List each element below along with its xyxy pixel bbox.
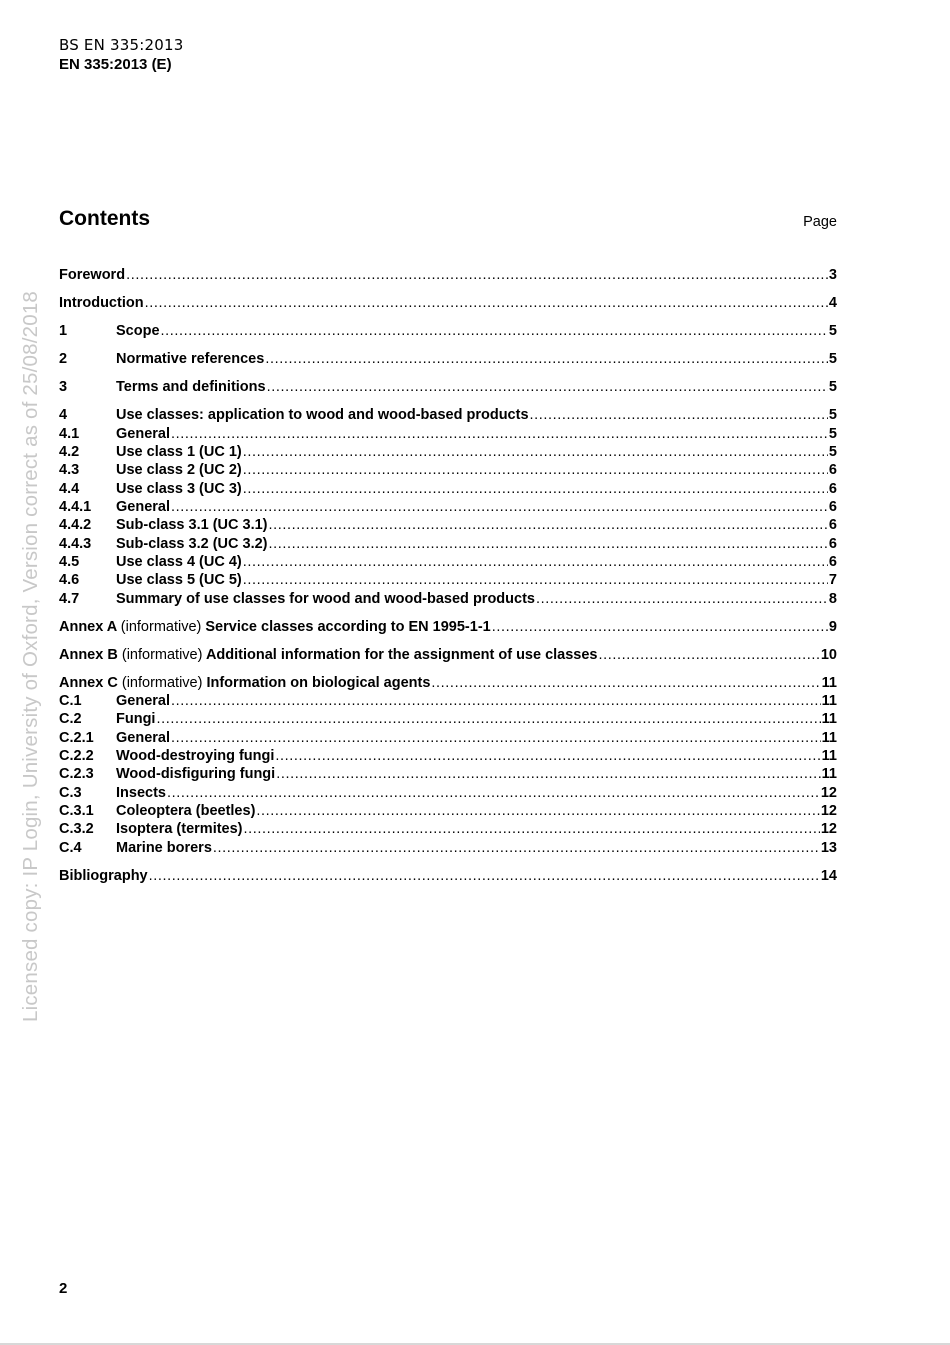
toc-entry[interactable] (59, 692, 837, 710)
toc-entry-number: 1 (59, 323, 68, 340)
toc-entry-title: General (116, 498, 170, 515)
toc-entry-page: 9 (828, 618, 837, 635)
toc-entry[interactable] (59, 710, 837, 728)
toc-entry-number: C.2.1 (59, 729, 94, 746)
dot-leader (171, 729, 821, 747)
toc-entry-page: 11 (821, 674, 837, 691)
toc-entry-number: C.2.2 (59, 748, 94, 765)
toc-entry-number: C.2 (59, 711, 82, 728)
dot-leader (256, 802, 819, 820)
annex-title: Service classes according to EN 1995-1-1 (205, 618, 491, 635)
dot-leader (267, 378, 828, 396)
toc-entry-page: 6 (828, 535, 837, 552)
dot-leader (213, 839, 820, 857)
dot-leader (265, 350, 828, 368)
toc-entry-page: 11 (821, 711, 837, 728)
dot-leader (145, 294, 828, 312)
toc-entry-title: Use class 4 (UC 4) (116, 553, 242, 570)
annex-informative-label: (informative) (120, 618, 202, 635)
license-watermark: Licensed copy: IP Login, University of Oxford, Version correct as of 25/08/2018 (19, 290, 42, 1022)
toc-entry[interactable] (59, 802, 837, 820)
toc-entry-page: 6 (828, 553, 837, 570)
toc-entry-title: General (116, 729, 170, 746)
toc-entry-page: 14 (820, 867, 837, 884)
toc-entry-title (59, 646, 598, 664)
toc-entry[interactable] (59, 480, 837, 498)
toc-entry-page: 12 (820, 821, 837, 838)
dot-leader (269, 535, 828, 553)
toc-entry-title: Foreword (59, 267, 126, 283)
toc-entry-number: 4.4 (59, 480, 80, 497)
toc-entry-title: General (116, 693, 170, 710)
toc-entry-page: 5 (828, 407, 837, 424)
toc-entry[interactable] (59, 590, 837, 608)
toc-entry-page: 5 (828, 425, 837, 442)
toc-entry-page: 11 (821, 693, 837, 710)
table-of-contents (59, 266, 837, 885)
toc-entry[interactable] (59, 765, 837, 783)
dot-leader (492, 618, 828, 636)
toc-entry-page: 7 (828, 572, 837, 589)
dot-leader (276, 765, 820, 783)
dot-leader (126, 266, 828, 284)
toc-entry-title: Marine borers (116, 839, 212, 856)
toc-entry-title: Summary of use classes for wood and wood-based products (116, 590, 535, 607)
toc-entry-number: 4.4.2 (59, 517, 92, 534)
toc-entry-title: Introduction (59, 295, 144, 312)
toc-entry-number: 4.3 (59, 462, 80, 479)
annex-informative-label: (informative) (121, 646, 203, 663)
annex-label: Annex B (59, 646, 118, 663)
toc-entry-title: Normative references (116, 351, 265, 368)
toc-entry-page: 6 (828, 498, 837, 515)
toc-entry[interactable] (59, 571, 837, 589)
toc-entry-number: 4.6 (59, 572, 80, 589)
page-number: 2 (59, 1280, 68, 1297)
toc-entry-page: 6 (828, 480, 837, 497)
dot-leader (599, 646, 820, 664)
toc-entry-page: 12 (820, 803, 837, 820)
toc-entry[interactable] (59, 646, 837, 664)
toc-entry-page: 3 (828, 267, 837, 283)
toc-entry-page: 8 (828, 590, 837, 607)
dot-leader (536, 590, 828, 608)
toc-entry-title: Coleoptera (beetles) (116, 803, 256, 820)
toc-entry-page: 5 (828, 351, 837, 368)
toc-entry-page: 12 (820, 784, 837, 801)
toc-entry[interactable] (59, 443, 837, 461)
dot-leader (171, 692, 821, 710)
toc-entry-title: Use class 1 (UC 1) (116, 443, 242, 460)
toc-entry-title: Use class 2 (UC 2) (116, 462, 242, 479)
toc-entry-number: 3 (59, 379, 68, 396)
toc-entry-title: Sub-class 3.1 (UC 3.1) (116, 517, 268, 534)
toc-entry-title: Wood-disfiguring fungi (116, 766, 276, 783)
toc-entry-page: 5 (828, 379, 837, 396)
toc-entry-page: 11 (821, 729, 837, 746)
toc-entry-page: 11 (821, 766, 837, 783)
toc-entry[interactable] (59, 461, 837, 479)
toc-entry[interactable] (59, 867, 837, 885)
toc-entry-title: Use classes: application to wood and wood-based products (116, 407, 529, 424)
toc-entry-title: Fungi (116, 711, 156, 728)
toc-entry[interactable] (59, 747, 837, 765)
toc-entry[interactable] (59, 425, 837, 443)
toc-entry[interactable] (59, 729, 837, 747)
toc-entry-title: Sub-class 3.2 (UC 3.2) (116, 535, 268, 552)
dot-leader (243, 571, 828, 589)
toc-entry-title: Insects (116, 784, 166, 801)
toc-entry-page: 5 (828, 323, 837, 340)
toc-entry[interactable] (59, 553, 837, 571)
toc-entry-number: C.3.2 (59, 821, 94, 838)
toc-entry-number: 4.5 (59, 553, 80, 570)
dot-leader (171, 425, 828, 443)
dot-leader (243, 461, 828, 479)
dot-leader (243, 553, 828, 571)
dot-leader (243, 443, 828, 461)
standard-designation-en: EN 335:2013 (E) (59, 56, 172, 73)
toc-entry[interactable] (59, 498, 837, 516)
dot-leader (530, 406, 828, 424)
toc-entry[interactable] (59, 516, 837, 534)
toc-entry[interactable] (59, 618, 837, 636)
toc-entry[interactable] (59, 406, 837, 424)
toc-entry-title: Terms and definitions (116, 379, 266, 396)
annex-label: Annex C (59, 674, 118, 691)
standard-designation: BS EN 335:2013 (59, 36, 184, 54)
toc-entry-number: 4.7 (59, 590, 80, 607)
toc-entry-title: Bibliography (59, 867, 148, 884)
toc-entry-page: 5 (828, 443, 837, 460)
toc-entry-page: 6 (828, 517, 837, 534)
toc-entry[interactable] (59, 784, 837, 802)
toc-entry[interactable] (59, 294, 837, 312)
toc-entry-title: Isoptera (termites) (116, 821, 243, 838)
annex-title: Information on biological agents (206, 674, 431, 691)
toc-entry[interactable] (59, 378, 837, 396)
annex-informative-label: (informative) (121, 674, 203, 691)
toc-entry-number: C.3.1 (59, 803, 94, 820)
toc-entry[interactable] (59, 535, 837, 553)
toc-entry-number: 4 (59, 407, 68, 424)
toc-entry[interactable] (59, 839, 837, 857)
toc-entry[interactable] (59, 322, 837, 340)
toc-entry-title: General (116, 425, 170, 442)
annex-title: Additional information for the assignment of use classes (205, 646, 598, 663)
dot-leader (161, 322, 828, 340)
toc-entry-page: 6 (828, 462, 837, 479)
dot-leader (149, 867, 820, 885)
dot-leader (171, 498, 828, 516)
toc-entry-number: C.4 (59, 839, 82, 856)
toc-entry-number: C.3 (59, 784, 82, 801)
toc-entry[interactable] (59, 820, 837, 838)
dot-leader (244, 820, 820, 838)
toc-entry[interactable] (59, 350, 837, 368)
toc-entry-page: 11 (821, 748, 837, 765)
dot-leader (275, 747, 820, 765)
toc-entry-number: 4.1 (59, 425, 80, 442)
toc-entry-page: 10 (820, 646, 837, 663)
toc-entry-number: 4.4.3 (59, 535, 92, 552)
toc-entry-number: 4.4.1 (59, 498, 92, 515)
contents-heading: Contents (59, 207, 150, 230)
toc-entry-number: 2 (59, 351, 68, 368)
dot-leader (431, 674, 820, 692)
annex-label: Annex A (59, 618, 117, 635)
toc-entry-number: 4.2 (59, 443, 80, 460)
page-column-label: Page (803, 214, 837, 230)
toc-entry[interactable] (59, 674, 837, 692)
dot-leader (156, 710, 820, 728)
toc-entry-page: 4 (828, 295, 837, 312)
toc-entry-title (59, 674, 430, 692)
toc-entry-page: 13 (820, 839, 837, 856)
toc-entry-title: Scope (116, 323, 160, 340)
toc-entry-number: C.2.3 (59, 766, 94, 783)
dot-leader (243, 480, 828, 498)
toc-entry-number: C.1 (59, 693, 82, 710)
toc-entry[interactable] (59, 266, 837, 284)
toc-entry-title: Wood-destroying fungi (116, 748, 275, 765)
toc-entry-title: Use class 3 (UC 3) (116, 480, 242, 497)
toc-entry-title (59, 618, 491, 636)
dot-leader (269, 516, 828, 534)
dot-leader (167, 784, 820, 802)
toc-entry-title: Use class 5 (UC 5) (116, 572, 242, 589)
